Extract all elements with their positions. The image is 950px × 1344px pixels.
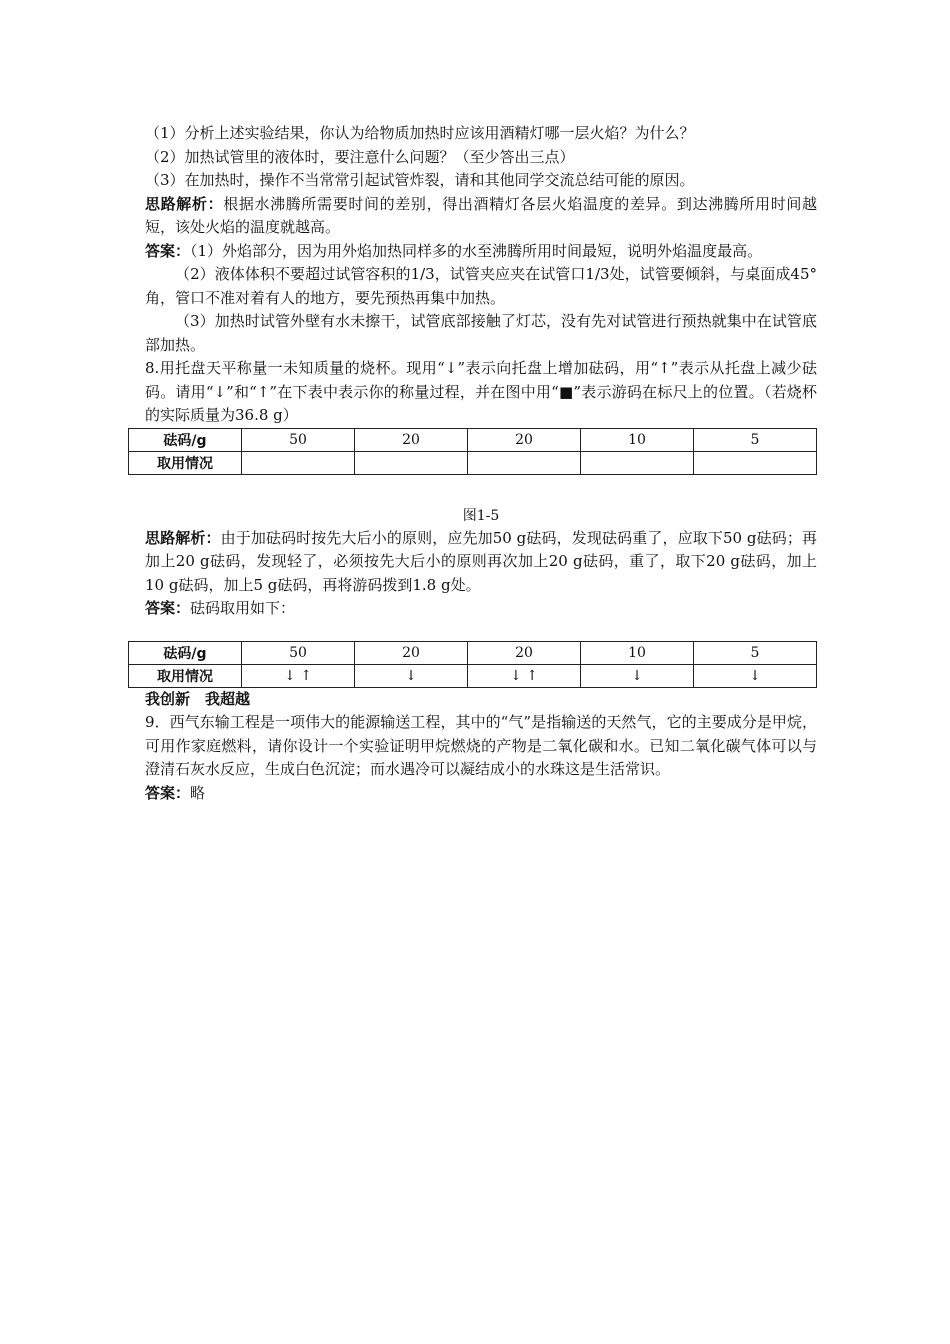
table-cell: 5 (694, 641, 817, 664)
table-cell: ↓ (581, 664, 694, 687)
analysis-label: 思路解析： (145, 194, 224, 213)
table-cell (468, 451, 581, 474)
table-cell: 50 (242, 428, 355, 451)
answer-text: （1）外焰部分，因为用外焰加热同样多的水至沸腾所用时间最短，说明外焰温度最高。 (190, 241, 763, 260)
figure-caption: 图1-5 (462, 507, 500, 524)
q8-analysis (145, 527, 817, 598)
analysis-label: 思路解析： (145, 528, 221, 547)
table-cell (355, 451, 468, 474)
answer-label: 答案： (145, 783, 191, 802)
table-row-label: 取用情况 (129, 664, 242, 687)
table-cell: ↓ ↑ (242, 664, 355, 687)
table-cell: 5 (694, 428, 817, 451)
table-cell: 20 (355, 641, 468, 664)
weights-table-blank (128, 428, 817, 475)
table-cell: 10 (581, 428, 694, 451)
table-row (129, 451, 817, 474)
q7-analysis (145, 193, 817, 240)
weights-table-answer (128, 641, 817, 688)
q7-subquestion-3: （3）在加热时，操作不当常常引起试管炸裂，请和其他同学交流总结可能的原因。 (145, 171, 695, 189)
q7-subquestion-1: （1）分析上述实验结果，你认为给物质加热时应该用酒精灯哪一层火焰？为什么？ (145, 124, 695, 142)
q8-answer (145, 597, 817, 621)
answer-label: 答案： (145, 599, 191, 617)
q7-answer-3: （3）加热时试管外壁有水未擦干，试管底部接触了灯芯，没有先对试管进行预热就集中在试管底部加热。 (145, 312, 817, 354)
q7-answer-2: （2）液体体积不要超过试管容积的1/3，试管夹应夹在试管口1/3处，试管要倾斜，与桌面成45°角，管口不准对着有人的地方，要先预热再集中加热。 (145, 265, 817, 307)
answer-label: 答案： (145, 241, 191, 260)
table-cell: 20 (468, 641, 581, 664)
table-row (129, 641, 817, 664)
document-body (145, 122, 817, 805)
q7-answer-1 (145, 240, 817, 264)
table-cell: ↓ ↑ (468, 664, 581, 687)
q7-subquestion-2: （2）加热试管里的液体时，要注意什么问题？（至少答出三点） (145, 147, 575, 166)
table-header-label: 砝码/g (129, 641, 242, 664)
answer-text: 砝码取用如下： (190, 599, 296, 617)
table-cell: ↓ (355, 664, 468, 687)
table-cell: 10 (581, 641, 694, 664)
table-row (129, 664, 817, 687)
table-cell (581, 451, 694, 474)
q8-question: 8.用托盘天平称量一未知质量的烧杯。现用“↓”表示向托盘上增加砝码，用“↑”表示从托盘上减少砝码。请用“↓”和“↑”在下表中表示你的称量过程，并在图中用“■”表示游码在标尺上的位置。（若烧杯的实际质量为36.8 g） (145, 359, 817, 424)
table-cell (694, 451, 817, 474)
q9-answer (145, 782, 817, 806)
table-cell: 20 (355, 428, 468, 451)
table-cell: ↓ (694, 664, 817, 687)
answer-text: 略 (190, 783, 206, 802)
section-title: 我创新 我超越 (145, 689, 251, 708)
table-header-label: 砝码/g (129, 428, 242, 451)
table-cell: 50 (242, 641, 355, 664)
analysis-text: 由于加砝码时按先大后小的原则，应先加50 g砝码，发现砝码重了，应取下50 g砝码；再加上20 g砝码，发现轻了，必须按先大后小的原则再次加上20 g砝码，重了，取下20 g砝码，加上10 g砝码，加上5 g砝码，再将游码拨到1.8 g处。 (145, 528, 817, 594)
table-row-label: 取用情况 (129, 451, 242, 474)
table-cell: 20 (468, 428, 581, 451)
table-row (129, 428, 817, 451)
q9-question: 9．西气东输工程是一项伟大的能源输送工程，其中的“气”是指输送的天然气，它的主要成分是甲烷，可用作家庭燃料，请你设计一个实验证明甲烷燃烧的产物是二氧化碳和水。已知二氧化碳气体可以与澄清石灰水反应，生成白色沉淀；而水遇冷可以凝结成小的水珠这是生活常识。 (145, 713, 817, 778)
analysis-text: 根据水沸腾所需要时间的差别，得出酒精灯各层火焰温度的差异。到达沸腾所用时间越短，该处火焰的温度就越高。 (145, 194, 817, 236)
table-cell (242, 451, 355, 474)
